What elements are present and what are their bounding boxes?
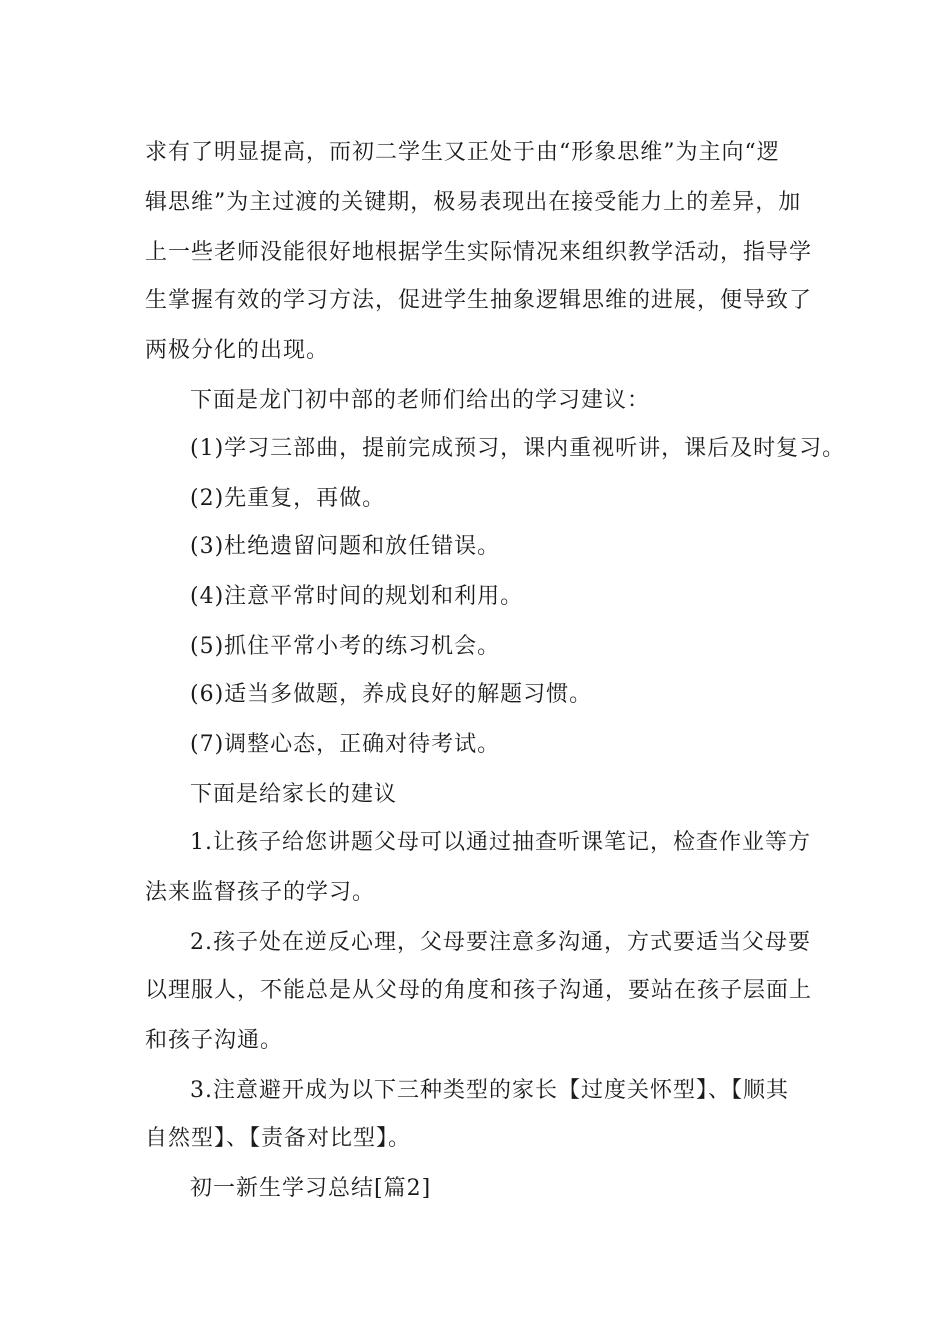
teacher-tip-7: (7)调整心态，正确对待考试。 [190, 732, 501, 757]
parent-advice-intro: 下面是给家长的建议 [190, 782, 398, 807]
paragraph-1-line-3: 上一些老师没能很好地根据学生实际情况来组织教学活动，指导学 [145, 240, 813, 265]
teacher-tip-3: (3)杜绝遗留问题和放任错误。 [190, 534, 501, 559]
parent-tip-3-line-1: 3.注意避开成为以下三种类型的家长【过度关怀型】、【顺其 [190, 1078, 789, 1103]
paragraph-1-line-1: 求有了明显提高，而初二学生又正处于由“形象思维”为主向“逻 [145, 140, 780, 165]
parent-tip-2-line-2: 以理服人，不能总是从父母的角度和孩子沟通，要站在孩子层面上 [145, 978, 813, 1003]
paragraph-1-line-2: 辑思维”为主过渡的关键期，极易表现出在接受能力上的差异，加 [145, 190, 802, 215]
teacher-tip-2: (2)先重复，再做。 [190, 486, 386, 511]
parent-tip-2-line-3: 和孩子沟通。 [145, 1028, 284, 1053]
parent-tip-1-line-2: 法来监督孩子的学习。 [145, 880, 376, 905]
parent-tip-1-line-1: 1.让孩子给您讲题父母可以通过抽查听课笔记，检查作业等方 [190, 830, 811, 855]
teacher-tip-6: (6)适当多做题，养成良好的解题习惯。 [190, 682, 593, 707]
teacher-advice-intro: 下面是龙门初中部的老师们给出的学习建议： [190, 388, 651, 413]
paragraph-1-line-5: 两极分化的出现。 [145, 338, 330, 363]
teacher-tip-5: (5)抓住平常小考的练习机会。 [190, 634, 501, 659]
next-section-title: 初一新生学习总结[篇2] [190, 1176, 432, 1201]
paragraph-1-line-4: 生掌握有效的学习方法，促进学生抽象逻辑思维的进展，便导致了 [145, 288, 813, 313]
parent-tip-3-line-2: 自然型】、【责备对比型】。 [145, 1126, 412, 1151]
teacher-tip-1: (1)学习三部曲，提前完成预习，课内重视听讲，课后及时复习。 [190, 436, 846, 461]
parent-tip-2-line-1: 2.孩子处在逆反心理，父母要注意多沟通，方式要适当父母要 [190, 930, 811, 955]
teacher-tip-4: (4)注意平常时间的规划和利用。 [190, 584, 524, 609]
